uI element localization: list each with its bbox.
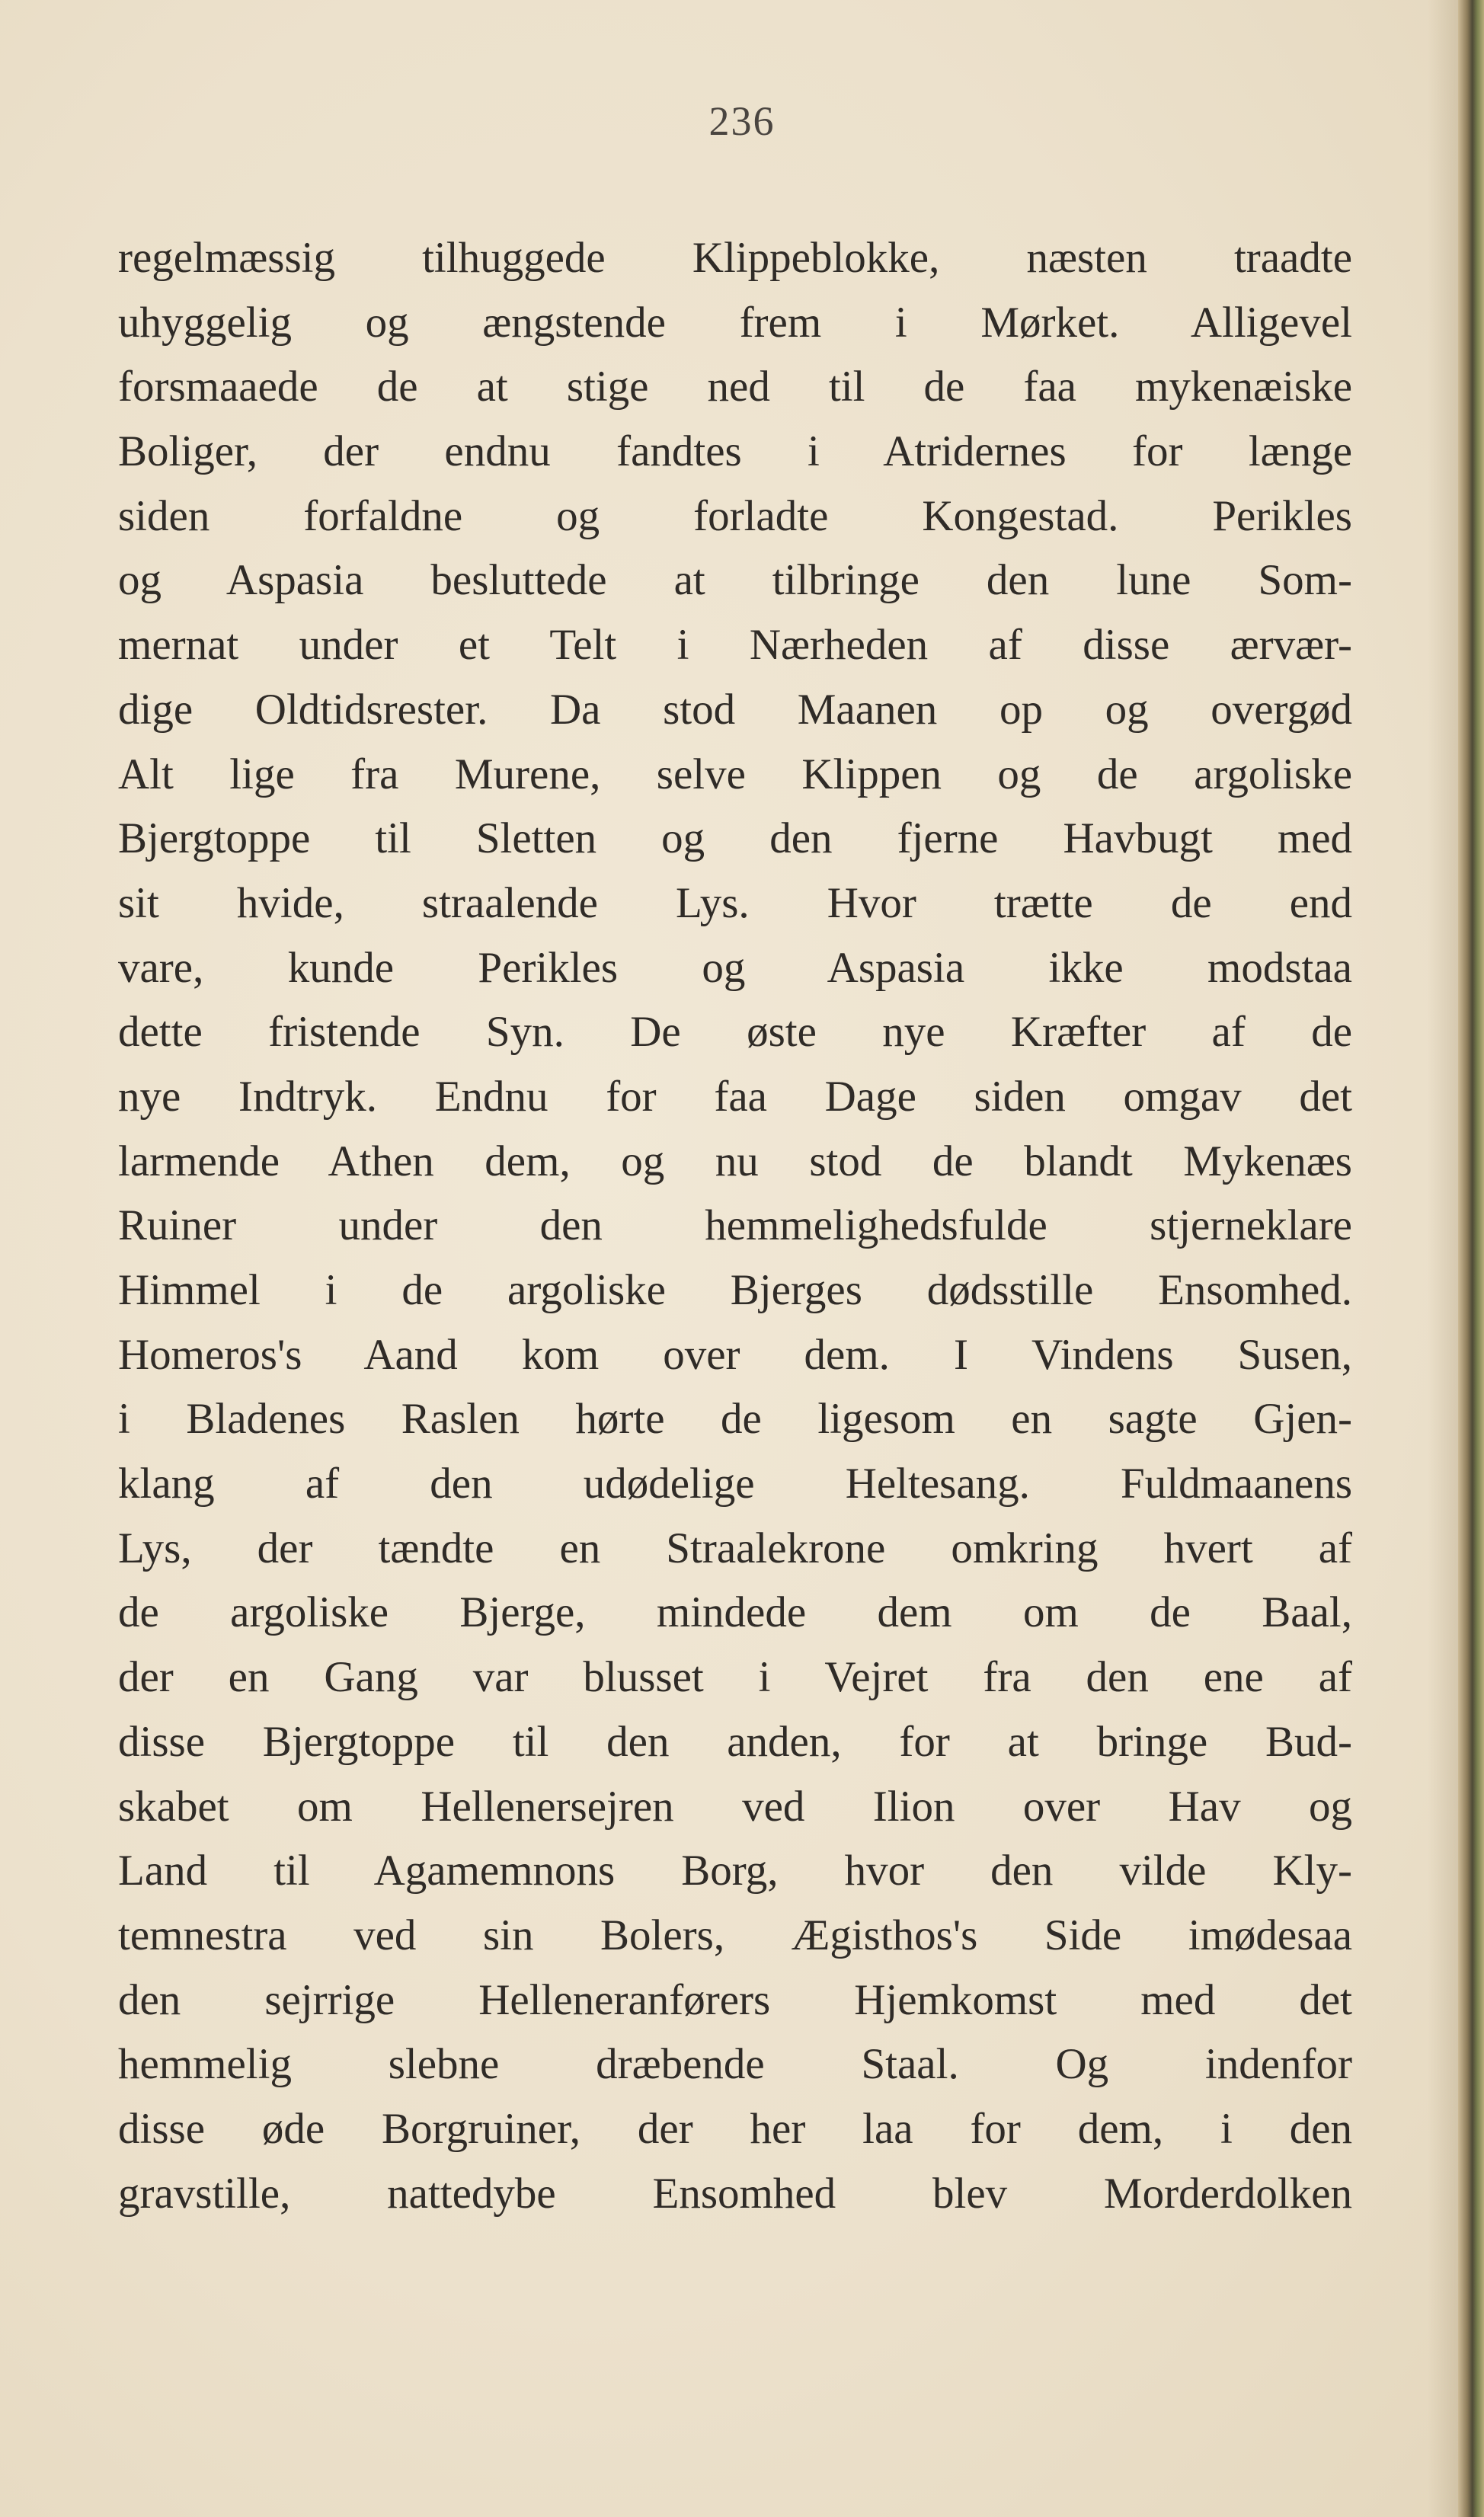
text-line: Boliger, der endnu fandtes i Atridernes for længe	[118, 427, 1352, 476]
text-line: de argoliske Bjerge, mindede dem om de Baal,	[118, 1588, 1352, 1637]
text-line: regelmæssig tilhuggede Klippeblokke, næsten traadte	[118, 234, 1352, 282]
page-edge	[1458, 0, 1484, 2517]
text-line: temnestra ved sin Bolers, Ægisthos's Side imødesaa	[118, 1911, 1352, 1959]
text-line: disse øde Borgruiner, der her laa for dem, i den	[118, 2104, 1352, 2153]
text-line: Homeros's Aand kom over dem. I Vindens Susen,	[118, 1330, 1352, 1379]
text-line: der en Gang var blusset i Vejret fra den ene af	[118, 1653, 1352, 1702]
text-line: disse Bjergtoppe til den anden, for at bringe Bud-	[118, 1717, 1352, 1766]
text-line: dige Oldtidsrester. Da stod Maanen op og overgød	[118, 685, 1352, 734]
text-line: Alt lige fra Murene, selve Klippen og de argoliske	[118, 750, 1352, 798]
text-line: larmende Athen dem, og nu stod de blandt Mykenæs	[118, 1137, 1352, 1185]
text-line: i Bladenes Raslen hørte de ligesom en sagte Gjen-	[118, 1395, 1352, 1444]
text-line: forsmaaede de at stige ned til de faa mykenæiske	[118, 363, 1352, 411]
page-number: 236	[708, 98, 776, 144]
text-line: dette fristende Syn. De øste nye Kræfter af de	[118, 1008, 1352, 1057]
text-line: siden forfaldne og forladte Kongestad. Perikles	[118, 491, 1352, 540]
page-edge-shadow	[1428, 0, 1458, 2517]
text-line: uhyggelig og ængstende frem i Mørket. Alligevel	[118, 298, 1352, 347]
text-line: og Aspasia besluttede at tilbringe den lune Som-	[118, 556, 1352, 605]
text-line: nye Indtryk. Endnu for faa Dage siden omgav det	[118, 1072, 1352, 1121]
text-line: Bjergtoppe til Sletten og den fjerne Havbugt med	[118, 814, 1352, 863]
text-line: den sejrrige Helleneranførers Hjemkomst med det	[118, 1975, 1352, 2024]
text-line: sit hvide, straalende Lys. Hvor trætte de end	[118, 878, 1352, 927]
text-line: Land til Agamemnons Borg, hvor den vilde Kly-	[118, 1847, 1352, 1895]
text-line: mernat under et Telt i Nærheden af disse ærvær-	[118, 621, 1352, 670]
text-line: Ruiner under den hemmelighedsfulde stjerneklare	[118, 1201, 1352, 1250]
text-line: vare, kunde Perikles og Aspasia ikke modstaa	[118, 943, 1352, 992]
text-line: klang af den udødelige Heltesang. Fuldmaanens	[118, 1460, 1352, 1508]
text-line: gravstille, nattedybe Ensomhed blev Morderdolken	[118, 2169, 1352, 2218]
text-line: Himmel i de argoliske Bjerges dødsstille Ensomhed.	[118, 1266, 1352, 1314]
body-text	[118, 226, 1352, 2226]
text-line: hemmelig slebne dræbende Staal. Og indenfor	[118, 2040, 1352, 2089]
text-line: skabet om Hellenersejren ved Ilion over Hav og	[118, 1782, 1352, 1831]
text-line: Lys, der tændte en Straalekrone omkring hvert af	[118, 1524, 1352, 1572]
